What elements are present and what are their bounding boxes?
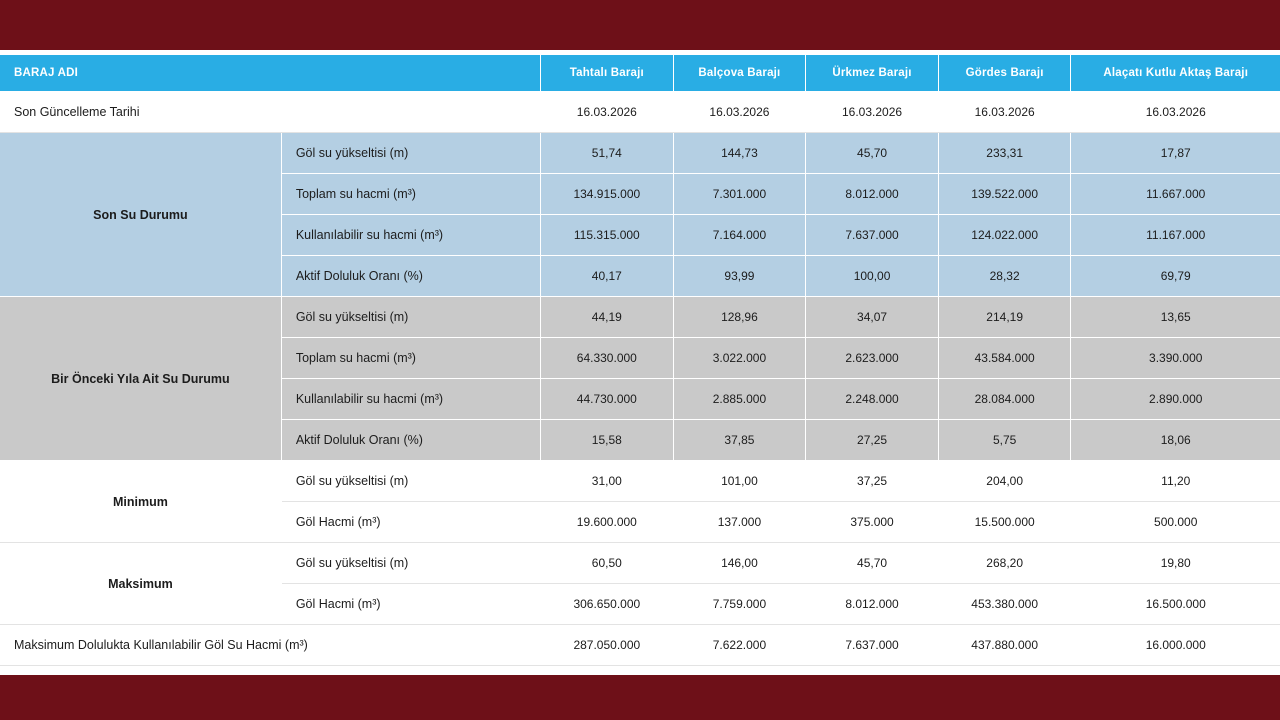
header-dam-3: Ürkmez Barajı <box>806 55 939 92</box>
cell-previous-total-4: 43.584.000 <box>938 338 1071 379</box>
group-label-current-status: Son Su Durumu <box>0 133 281 297</box>
cell-update-date-1: 16.03.2026 <box>541 92 674 133</box>
cell-max-usable-2: 7.622.000 <box>673 625 806 666</box>
cell-previous-fill-5: 18,06 <box>1071 420 1280 461</box>
group-label-maximum: Maksimum <box>0 543 281 625</box>
cell-maximum-level-4: 268,20 <box>938 543 1071 584</box>
row-label-previous-fill: Aktif Doluluk Oranı (%) <box>281 420 540 461</box>
row-label-current-usable: Kullanılabilir su hacmi (m³) <box>281 215 540 256</box>
cell-minimum-level-4: 204,00 <box>938 461 1071 502</box>
table-row <box>0 625 1280 666</box>
table-row <box>0 297 1280 338</box>
cell-maximum-volume-1: 306.650.000 <box>541 584 674 625</box>
cell-previous-fill-3: 27,25 <box>806 420 939 461</box>
row-label-previous-level: Göl su yükseltisi (m) <box>281 297 540 338</box>
row-label-previous-total: Toplam su hacmi (m³) <box>281 338 540 379</box>
row-label-minimum-volume: Göl Hacmi (m³) <box>281 502 540 543</box>
cell-maximum-volume-5: 16.500.000 <box>1071 584 1280 625</box>
cell-current-level-4: 233,31 <box>938 133 1071 174</box>
cell-maximum-level-1: 60,50 <box>541 543 674 584</box>
cell-current-fill-4: 28,32 <box>938 256 1071 297</box>
cell-minimum-volume-2: 137.000 <box>673 502 806 543</box>
cell-previous-usable-4: 28.084.000 <box>938 379 1071 420</box>
cell-current-level-5: 17,87 <box>1071 133 1280 174</box>
cell-minimum-level-2: 101,00 <box>673 461 806 502</box>
header-dam-1: Tahtalı Barajı <box>541 55 674 92</box>
cell-current-total-2: 7.301.000 <box>673 174 806 215</box>
cell-previous-level-3: 34,07 <box>806 297 939 338</box>
cell-previous-level-5: 13,65 <box>1071 297 1280 338</box>
cell-update-date-5: 16.03.2026 <box>1071 92 1280 133</box>
cell-current-level-2: 144,73 <box>673 133 806 174</box>
dam-table-container <box>0 55 1280 666</box>
row-label-current-fill: Aktif Doluluk Oranı (%) <box>281 256 540 297</box>
cell-current-usable-1: 115.315.000 <box>541 215 674 256</box>
cell-previous-level-4: 214,19 <box>938 297 1071 338</box>
cell-current-fill-3: 100,00 <box>806 256 939 297</box>
cell-minimum-level-1: 31,00 <box>541 461 674 502</box>
table-row <box>0 461 1280 502</box>
cell-previous-fill-1: 15,58 <box>541 420 674 461</box>
cell-maximum-level-2: 146,00 <box>673 543 806 584</box>
cell-previous-total-5: 3.390.000 <box>1071 338 1280 379</box>
cell-minimum-level-5: 11,20 <box>1071 461 1280 502</box>
cell-previous-usable-5: 2.890.000 <box>1071 379 1280 420</box>
cell-current-level-3: 45,70 <box>806 133 939 174</box>
header-dam-4: Gördes Barajı <box>938 55 1071 92</box>
table-row <box>0 133 1280 174</box>
cell-minimum-volume-4: 15.500.000 <box>938 502 1071 543</box>
table-row <box>0 543 1280 584</box>
row-label-maximum-volume: Göl Hacmi (m³) <box>281 584 540 625</box>
cell-current-usable-2: 7.164.000 <box>673 215 806 256</box>
cell-current-usable-3: 7.637.000 <box>806 215 939 256</box>
cell-minimum-volume-3: 375.000 <box>806 502 939 543</box>
row-label-minimum-level: Göl su yükseltisi (m) <box>281 461 540 502</box>
cell-current-total-5: 11.667.000 <box>1071 174 1280 215</box>
cell-previous-total-2: 3.022.000 <box>673 338 806 379</box>
header-row <box>0 55 1280 92</box>
cell-previous-fill-2: 37,85 <box>673 420 806 461</box>
cell-maximum-level-5: 19,80 <box>1071 543 1280 584</box>
cell-current-fill-1: 40,17 <box>541 256 674 297</box>
header-dam-2: Balçova Barajı <box>673 55 806 92</box>
row-label-previous-usable: Kullanılabilir su hacmi (m³) <box>281 379 540 420</box>
cell-previous-total-3: 2.623.000 <box>806 338 939 379</box>
cell-previous-usable-3: 2.248.000 <box>806 379 939 420</box>
cell-maximum-level-3: 45,70 <box>806 543 939 584</box>
group-label-minimum: Minimum <box>0 461 281 543</box>
cell-maximum-volume-3: 8.012.000 <box>806 584 939 625</box>
group-label-previous-year: Bir Önceki Yıla Ait Su Durumu <box>0 297 281 461</box>
cell-current-usable-4: 124.022.000 <box>938 215 1071 256</box>
cell-previous-usable-2: 2.885.000 <box>673 379 806 420</box>
cell-current-fill-2: 93,99 <box>673 256 806 297</box>
cell-current-total-1: 134.915.000 <box>541 174 674 215</box>
cell-current-level-1: 51,74 <box>541 133 674 174</box>
cell-update-date-4: 16.03.2026 <box>938 92 1071 133</box>
cell-previous-usable-1: 44.730.000 <box>541 379 674 420</box>
header-dam-name: BARAJ ADI <box>0 55 541 92</box>
row-label-max-usable: Maksimum Dolulukta Kullanılabilir Göl Su Hacmi (m³) <box>0 625 541 666</box>
cell-max-usable-1: 287.050.000 <box>541 625 674 666</box>
dam-water-status-table <box>0 55 1280 666</box>
cell-minimum-level-3: 37,25 <box>806 461 939 502</box>
table-row <box>0 92 1280 133</box>
cell-current-fill-5: 69,79 <box>1071 256 1280 297</box>
cell-previous-level-2: 128,96 <box>673 297 806 338</box>
cell-max-usable-4: 437.880.000 <box>938 625 1071 666</box>
cell-update-date-3: 16.03.2026 <box>806 92 939 133</box>
cell-update-date-2: 16.03.2026 <box>673 92 806 133</box>
cell-minimum-volume-1: 19.600.000 <box>541 502 674 543</box>
cell-current-usable-5: 11.167.000 <box>1071 215 1280 256</box>
cell-previous-fill-4: 5,75 <box>938 420 1071 461</box>
row-label-current-level: Göl su yükseltisi (m) <box>281 133 540 174</box>
cell-current-total-3: 8.012.000 <box>806 174 939 215</box>
cell-minimum-volume-5: 500.000 <box>1071 502 1280 543</box>
cell-max-usable-3: 7.637.000 <box>806 625 939 666</box>
row-label-update-date: Son Güncelleme Tarihi <box>0 92 541 133</box>
cell-current-total-4: 139.522.000 <box>938 174 1071 215</box>
header-dam-5: Alaçatı Kutlu Aktaş Barajı <box>1071 55 1280 92</box>
table-header <box>0 55 1280 92</box>
cell-previous-total-1: 64.330.000 <box>541 338 674 379</box>
table-body <box>0 92 1280 666</box>
row-label-current-total: Toplam su hacmi (m³) <box>281 174 540 215</box>
row-label-maximum-level: Göl su yükseltisi (m) <box>281 543 540 584</box>
cell-previous-level-1: 44,19 <box>541 297 674 338</box>
cell-max-usable-5: 16.000.000 <box>1071 625 1280 666</box>
cell-maximum-volume-2: 7.759.000 <box>673 584 806 625</box>
cell-maximum-volume-4: 453.380.000 <box>938 584 1071 625</box>
